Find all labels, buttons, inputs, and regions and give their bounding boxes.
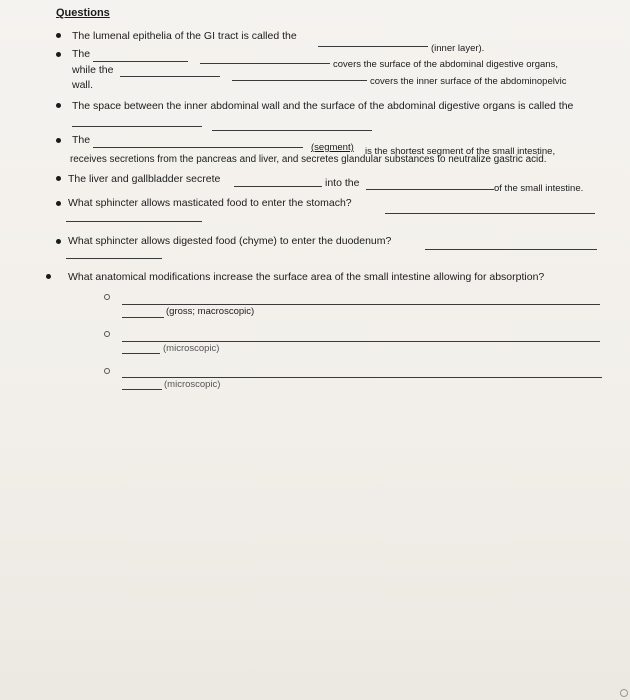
answer-blank-5b[interactable] <box>366 189 494 190</box>
sub-label-1: (gross; macroscopic) <box>166 306 255 317</box>
question-5-into: into the <box>325 177 360 189</box>
sub-bullet <box>104 368 110 374</box>
answer-blank-8b-main[interactable] <box>122 341 600 342</box>
question-5-text: The liver and gallbladder secrete <box>68 173 221 185</box>
answer-blank-6a[interactable] <box>385 213 595 214</box>
question-1-note: (inner layer). <box>431 43 485 54</box>
bullet <box>56 52 61 57</box>
answer-blank-6b[interactable] <box>66 221 202 222</box>
question-2-while: while the <box>72 64 114 76</box>
answer-blank-2a[interactable] <box>93 61 188 62</box>
question-4-receives: receives secretions from the pancreas and liver, and secretes glandular substances to neutralize gastric acid. <box>70 154 547 165</box>
bullet <box>46 274 51 279</box>
bullet <box>56 201 61 206</box>
answer-blank-5a[interactable] <box>234 186 322 187</box>
question-3-text: The space between the inner abdominal wall and the surface of the abdominal digestive organs is called the <box>72 100 574 112</box>
answer-blank-2c[interactable] <box>120 76 220 77</box>
question-4-the: The <box>72 134 91 146</box>
question-8-text: What anatomical modifications increase the surface area of the small intestine allowing for absorption? <box>68 271 545 283</box>
sub-bullet <box>104 331 110 337</box>
question-4-shortest: is the shortest segment of the small intestine, <box>365 146 556 157</box>
answer-blank-8c-short[interactable] <box>122 389 162 390</box>
answer-blank-8c-main[interactable] <box>122 377 602 378</box>
bullet <box>56 239 61 244</box>
bullet <box>56 103 61 108</box>
answer-blank-8a-short[interactable] <box>122 317 164 318</box>
question-2-covers-surface: covers the surface of the abdominal digestive organs, <box>333 59 558 70</box>
question-2-wall: wall. <box>72 79 94 91</box>
question-2-the: The <box>72 48 91 60</box>
answer-blank-3a[interactable] <box>72 126 202 127</box>
answer-blank-8b-short[interactable] <box>122 353 160 354</box>
sub-bullet <box>104 294 110 300</box>
answer-blank-2d[interactable] <box>232 80 367 81</box>
answer-blank-2b[interactable] <box>200 63 330 64</box>
bullet <box>56 138 61 143</box>
question-2-covers-inner: covers the inner surface of the abdominopelvic <box>370 76 567 87</box>
question-4-segment: (segment) <box>311 142 354 153</box>
question-7-text: What sphincter allows digested food (chyme) to enter the duodenum? <box>68 235 392 247</box>
answer-blank-4[interactable] <box>93 147 303 148</box>
answer-blank-8a-main[interactable] <box>122 304 600 305</box>
question-5-end: of the small intestine. <box>494 183 584 194</box>
answer-blank-1[interactable] <box>318 46 428 47</box>
answer-blank-7b[interactable] <box>66 258 162 259</box>
sub-label-2: (microscopic) <box>163 343 220 354</box>
page-edge-mark <box>620 689 628 697</box>
question-1-text: The lumenal epithelia of the GI tract is called the <box>72 30 297 42</box>
sub-label-3: (microscopic) <box>164 379 221 390</box>
page-title: Questions <box>56 7 110 19</box>
bullet <box>56 176 61 181</box>
answer-blank-3b[interactable] <box>212 130 372 131</box>
answer-blank-7a[interactable] <box>425 249 597 250</box>
question-6-text: What sphincter allows masticated food to enter the stomach? <box>68 197 352 209</box>
bullet <box>56 33 61 38</box>
